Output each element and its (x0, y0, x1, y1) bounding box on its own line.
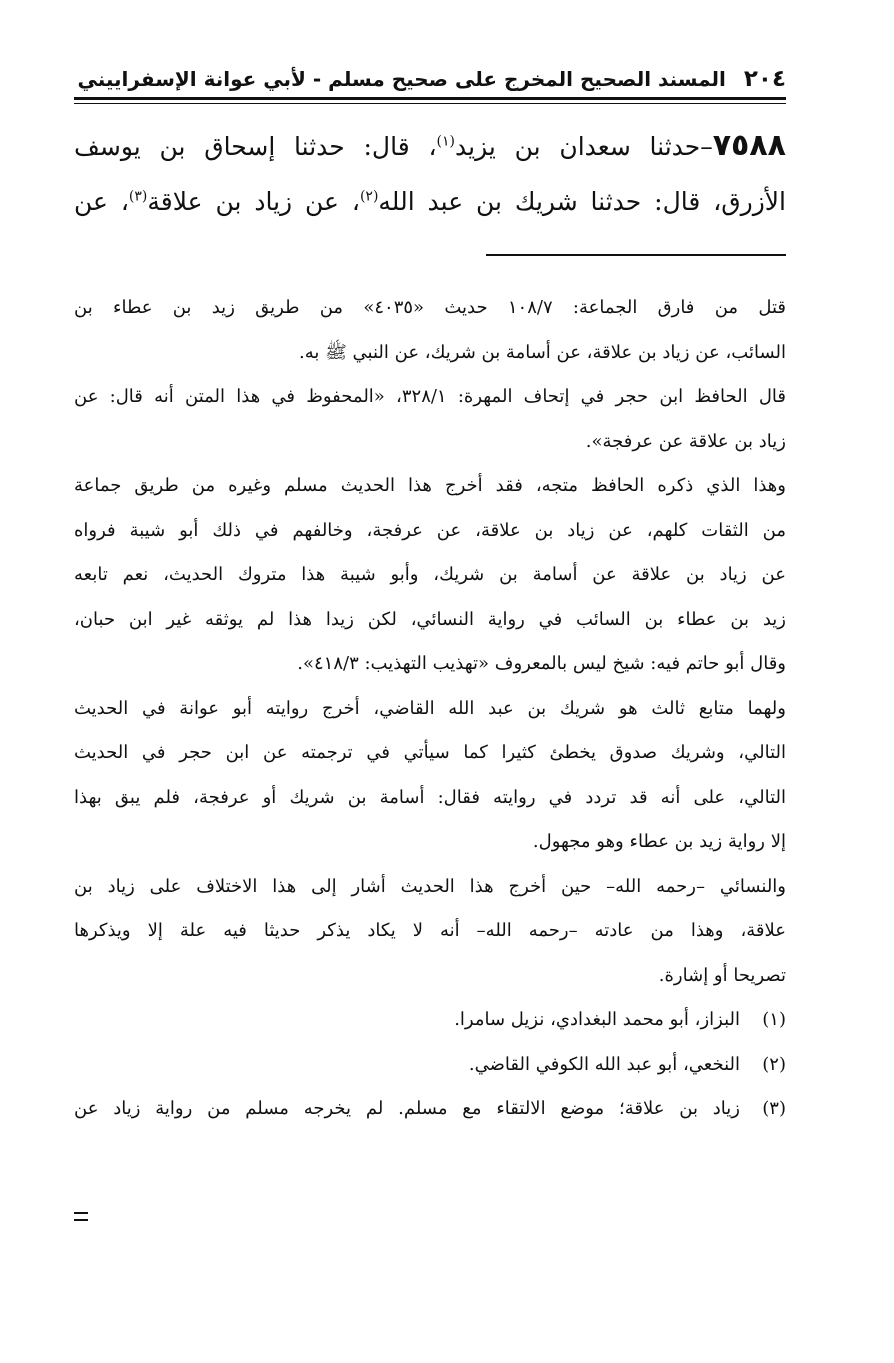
footnote-number: (١) (762, 1009, 786, 1030)
hadith-text-segment: الأزرق، قال: حدثنا شريك بن عبد الله (378, 187, 787, 216)
note-line: التالي، على أنه قد تردد في روايته فقال: أسامة بن شريك أو عرفجة، فلم يبق بهذا (74, 786, 786, 808)
note-line: تصريحا أو إشارة. (658, 964, 786, 986)
footnote-text: البزاز، أبو محمد البغدادي، نزيل سامرا. (454, 1009, 740, 1030)
footnote-text: النخعي، أبو عبد الله الكوفي القاضي. (468, 1053, 740, 1075)
hadith-text-segment: ، عن (74, 187, 129, 216)
note-line: السائب، عن زياد بن علاقة، عن أسامة بن شريك، عن النبي ﷺ به. (298, 341, 786, 363)
hadith-text-segment: ، قال: حدثنا إسحاق بن يوسف (74, 132, 437, 161)
book-title: المسند الصحيح المخرج على صحيح مسلم - لأبي عوانة الإسفراييني (77, 67, 726, 91)
header-rule-thick (74, 97, 786, 100)
hadith-text-segment: –حدثنا سعدان بن يزيد (454, 132, 713, 161)
footnote-number: (٢) (762, 1053, 786, 1075)
note-line: عن زياد بن علاقة عن أسامة بن شريك، وأبو شيبة هذا متروك الحديث، نعم تابعه (74, 564, 786, 585)
footnote-ref-2[interactable]: (٢) (359, 188, 379, 205)
note-line: قتل من فارق الجماعة: ١٠٨/٧ حديث «٤٠٣٥» من طريق زيد بن عطاء بن (74, 297, 786, 318)
page-number: ٢٠٤ (743, 66, 786, 92)
footnote-number: (٣) (762, 1098, 786, 1119)
footnote-text: زياد بن علاقة؛ موضع الالتقاء مع مسلم. لم يخرجه مسلم من رواية زياد عن (74, 1098, 740, 1119)
hadith-line-2 (74, 174, 786, 229)
note-line: زياد بن علاقة عن عرفجة». (585, 430, 786, 452)
hadith-line-1 (74, 118, 786, 174)
footnote-3 (74, 1087, 786, 1132)
header-rule-thin (74, 103, 786, 104)
footnote-ref-1[interactable]: (١) (436, 133, 455, 150)
footnote-separator (486, 254, 786, 256)
footnote-ref-3[interactable]: (٣) (128, 188, 148, 205)
note-line: قال الحافظ ابن حجر في إتحاف المهرة: ٣٢٨/١، «المحفوظ في هذا المتن أنه قال: عن (74, 386, 786, 407)
note-line: من الثقات كلهم، عن زياد بن علاقة، عن عرفجة، وخالفهم في ذلك أبو شيبة فرواه (74, 519, 786, 541)
note-line: التالي، وشريك صدوق يخطئ كثيرا كما سيأتي في ترجمته عن ابن حجر في الحديث (74, 742, 786, 763)
note-line: والنسائي –رحمه الله– حين أخرج هذا الحديث أشار إلى هذا الاختلاف على زياد بن (74, 875, 786, 897)
footnote-2 (74, 1043, 786, 1088)
note-line: إلا رواية زيد بن عطاء وهو مجهول. (532, 831, 786, 852)
continuation-mark (74, 1212, 88, 1221)
hadith-number: ٧٥٨٨ (712, 128, 786, 163)
note-line: علاقة، وهذا من عادته –رحمه الله– أنه لا يكاد يذكر حديثا فيه علة إلا ويذكرها (74, 920, 786, 941)
footnote-1 (74, 998, 786, 1043)
note-line: وهذا الذي ذكره الحافظ متجه، فقد أخرج هذا الحديث مسلم وغيره من طريق جماعة (74, 475, 786, 496)
note-line: وقال أبو حاتم فيه: شيخ ليس بالمعروف «تهذيب التهذيب: ٤١٨/٣». (297, 653, 786, 674)
note-line: زيد بن عطاء بن السائب في رواية النسائي، لكن زيدا هذا لم يوثقه غير ابن حبان، (74, 608, 786, 630)
footnotes-block (74, 286, 786, 1132)
hadith-text-segment: ، عن زياد بن علاقة (147, 187, 360, 216)
running-header (74, 62, 786, 96)
hadith-text (74, 118, 786, 229)
note-line: ولهما متابع ثالث هو شريك بن عبد الله القاضي، أخرج روايته أبو عوانة في الحديث (74, 697, 786, 719)
